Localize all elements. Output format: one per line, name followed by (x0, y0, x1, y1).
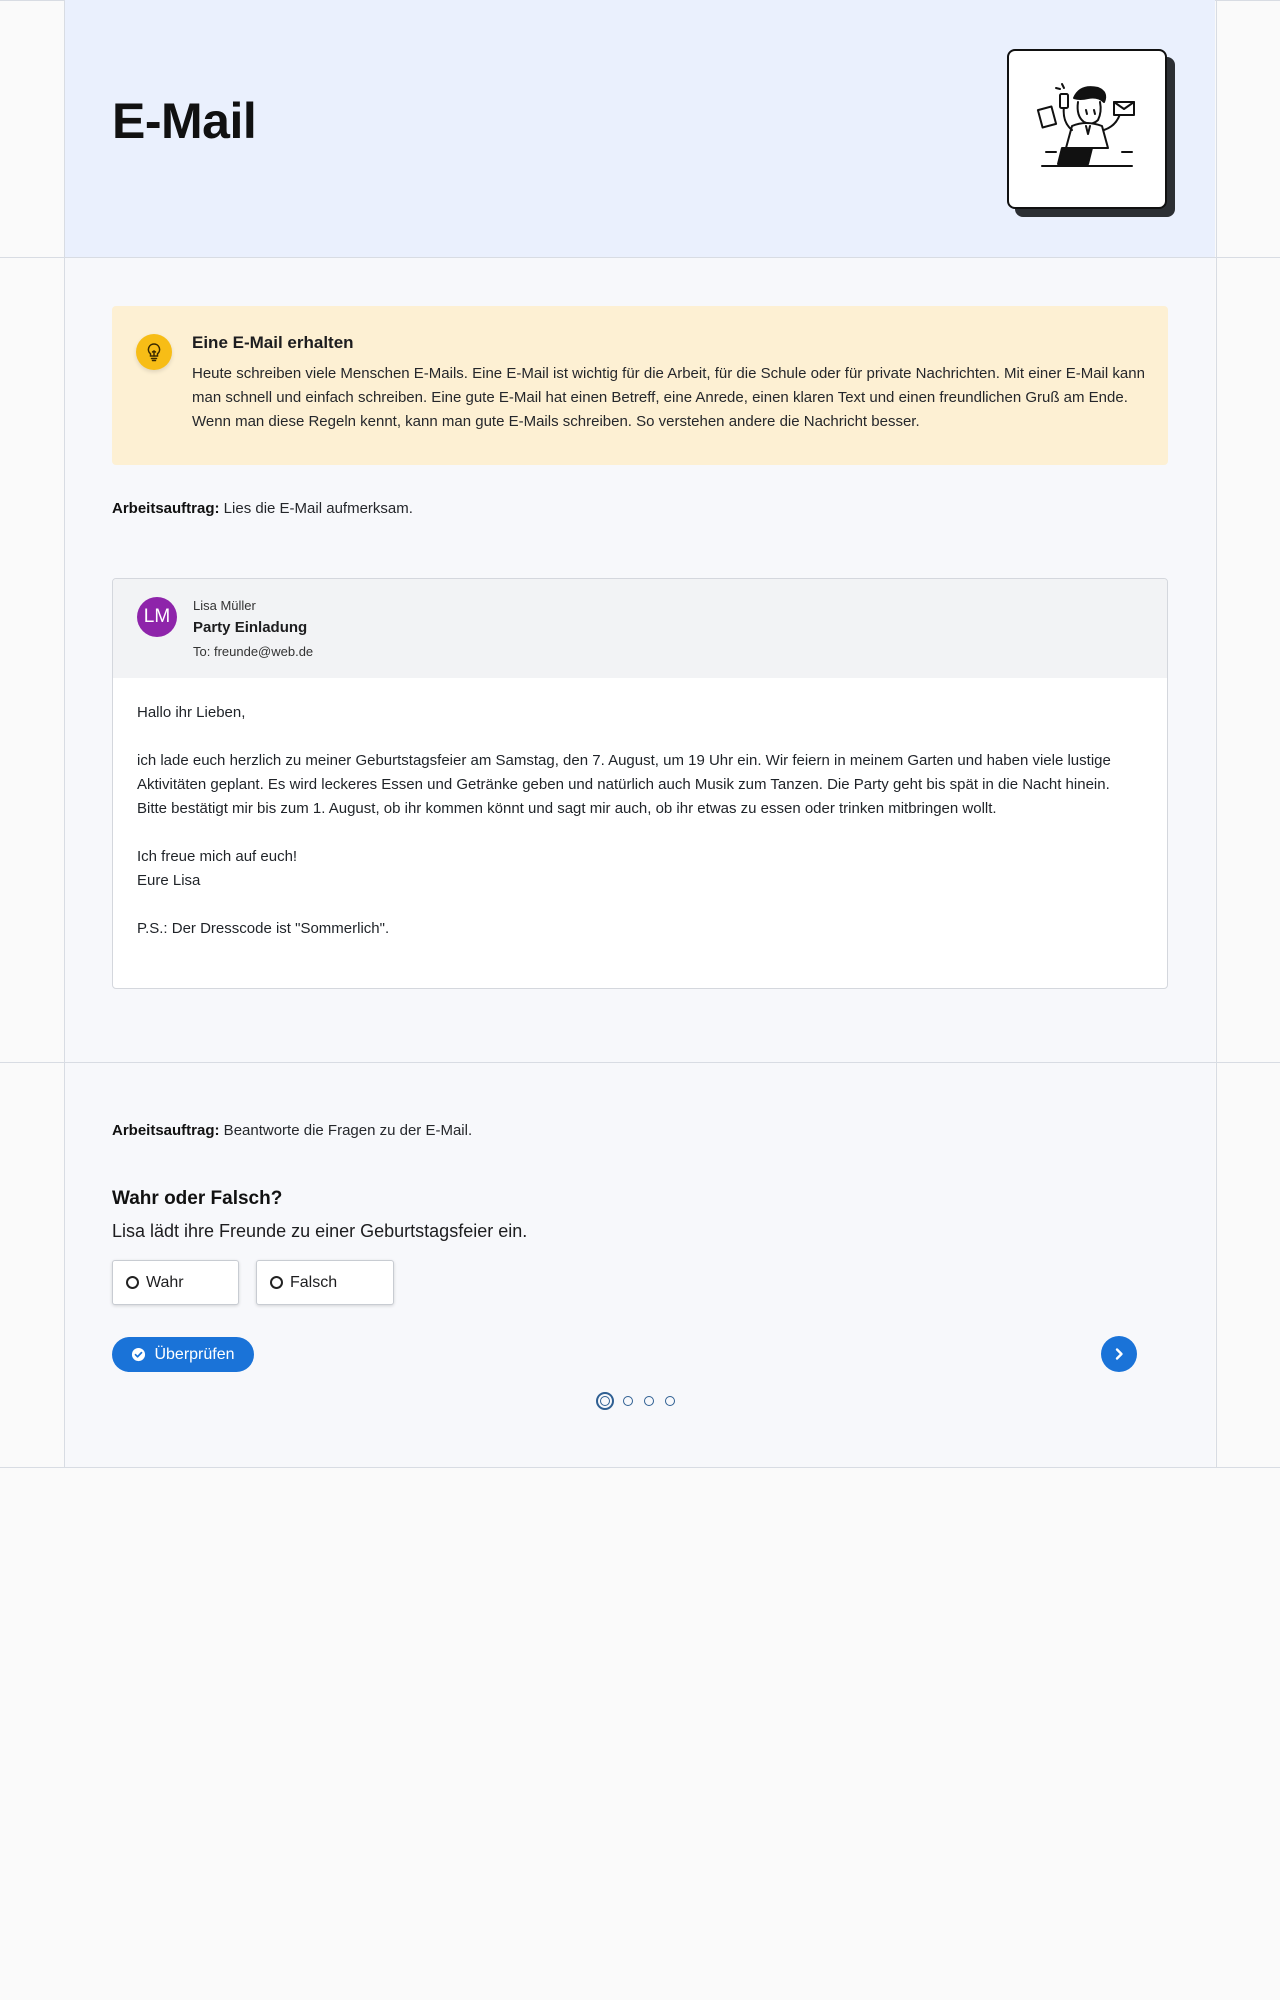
quiz-question: Lisa lädt ihre Freunde zu einer Geburtstagsfeier ein. (112, 1221, 528, 1241)
lightbulb-icon (136, 334, 172, 370)
avatar: LM (137, 597, 177, 637)
page-title: E-Mail (112, 93, 257, 149)
task-label: Arbeitsauftrag: (112, 500, 220, 517)
person-email-illustration-icon (1022, 64, 1152, 194)
task-instruction-quiz (112, 1122, 472, 1139)
chevron-right-icon (1112, 1347, 1126, 1361)
pagination-dot-active[interactable] (596, 1392, 614, 1410)
email-signature: Eure Lisa (137, 872, 201, 889)
pagination-dot[interactable] (644, 1396, 654, 1406)
radio-icon[interactable] (270, 1276, 283, 1289)
email-greeting: Hallo ihr Lieben, (137, 704, 246, 721)
grid-line-right (1216, 0, 1217, 1467)
email-closing: Ich freue mich auf euch! (137, 848, 298, 865)
radio-icon[interactable] (126, 1276, 139, 1289)
pagination-dots (596, 1392, 686, 1410)
task-text: Lies die E-Mail aufmerksam. (219, 500, 413, 517)
task-instruction (112, 500, 413, 517)
info-box (112, 306, 1168, 465)
email-subject: Party Einladung (193, 619, 308, 636)
email-body (137, 701, 1137, 941)
email-paragraph: ich lade euch herzlich zu meiner Geburtstagsfeier am Samstag, den 7. August, um 19 Uhr ein. Wir feiern in meinem Garten und haben viele lustige Aktivitäten geplant. Es wird leckeres Essen und Getränke geben und natürlich auch Musik zum Tanzen. Die Party geht bis spät in die Nacht hinein. Bitte bestätigt mir bis zum 1. August, ob ihr kommen könnt und sagt mir auch, ob ihr etwas zu essen oder trinken mitbringen wollt. (137, 752, 1111, 817)
option-label: Falsch (290, 1273, 338, 1291)
check-circle-icon (131, 1347, 146, 1362)
info-text: Heute schreiben viele Menschen E-Mails. Eine E-Mail ist wichtig für die Arbeit, für die Schule oder für private Nachrichten. Mit einer E-Mail kann man schnell und einfach schreiben. Eine gute E-Mail hat einen Betreff, eine Anrede, einen klaren Text und einen freundlichen Gruß am Ende. Wenn man diese Regeln kennt, kann man gute E-Mails schreiben. So verstehen andere die Nachricht besser. (192, 365, 1145, 430)
task-label: Arbeitsauftrag: (112, 1122, 220, 1139)
email-recipient: To: freunde@web.de (193, 644, 314, 659)
pagination-dot[interactable] (665, 1396, 675, 1406)
quiz-heading: Wahr oder Falsch? (112, 1188, 283, 1209)
check-button[interactable] (112, 1337, 254, 1372)
task-text: Beantworte die Fragen zu der E-Mail. (219, 1122, 473, 1139)
hero-image (1007, 49, 1167, 209)
info-title: Eine E-Mail erhalten (192, 333, 354, 352)
check-button-label: Überprüfen (154, 1345, 235, 1363)
grid-line-bottom (0, 1467, 1280, 1468)
pagination-dot[interactable] (623, 1396, 633, 1406)
option-label: Wahr (146, 1273, 184, 1291)
email-card (112, 578, 1168, 989)
email-header (113, 579, 1167, 678)
next-button[interactable] (1101, 1336, 1137, 1372)
email-postscript: P.S.: Der Dresscode ist "Sommerlich". (137, 920, 390, 937)
option-wahr[interactable] (112, 1260, 239, 1305)
option-falsch[interactable] (256, 1260, 394, 1305)
email-sender: Lisa Müller (193, 598, 256, 613)
